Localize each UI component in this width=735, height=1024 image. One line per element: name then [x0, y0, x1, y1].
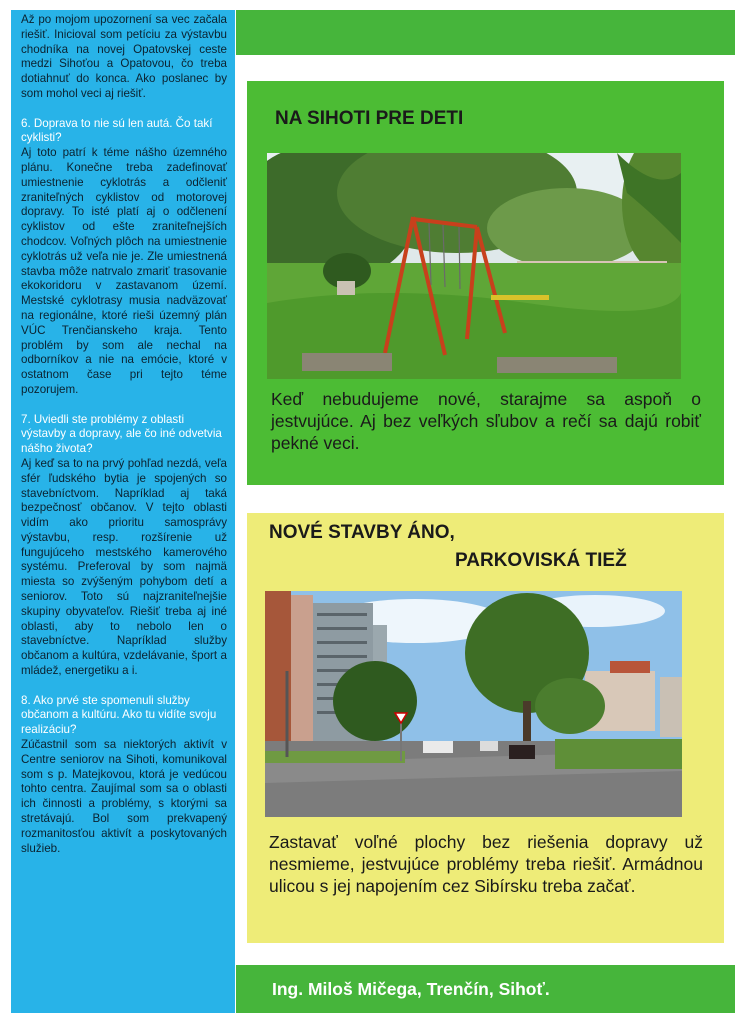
top-green-bar [236, 10, 735, 55]
playground-box [247, 81, 724, 485]
answer-7: Aj keď sa to na prvý pohľad nezdá, veľa sfér ľudského bytia je spojených so stavebníctvom. Napríklad aj taká bezpečnosť občanov. V tejto oblasti vidím ako prioritu samosprávy výstavbu, resp. rozšírenie už fungujúceho mestského kamerového systému. Preferoval by som najmä miesta so zvýšeným pohybom detí a seniorov. Toto sú najzraniteľnejšie skupiny obyvateľov. Riešiť treba aj iné oblasti, aby to nebolo len o stavebníctve. Napríklad služby občanom a kultúra, vzdelávanie, šport a mládež, energetiku a i. [21, 456, 227, 678]
construction-title-line1: NOVÉ STAVBY ÁNO, [269, 522, 455, 543]
street-photo [265, 591, 682, 817]
footer-bar [236, 965, 735, 1013]
answer-6: Aj toto patrí k téme nášho územného plánu. Konečne treba zadefinovať umiestnenie cyklotrás a odčleniť zraniteľných cyklistov od motorovej dopravy. To isté platí aj o odčlenení cyklistov od ešte zraniteľnejších chodcov. Voľných plôch na umiestnenie cyklotrás už veľa nie je. Zle umiestnená stavba môže natrvalo zmariť trasovanie ekokoridoru v zastavanom území. Mestské cyklotrasy musia nadväzovať na regionálne, ktoré rieši územný plán VÚC Trenčianskeho kraja. Tento problém by som ale nechal na odborníkov a nie na emócie, ktoré v ostatnom čase pri tejto téme pozorujem. [21, 146, 227, 396]
answer-8: Zúčastnil som sa niektorých aktivít v Centre seniorov na Sihoti, komunikoval som s p. Matejkovou, ktorá je vedúcou tohto centra. Zaujímal som sa o oblasti ich činnosti a problémy, s ktorými sa stretávajú. Bol som prekvapený rozmanitosťou aktivít a poskytovaných služieb. [21, 738, 227, 855]
question-6: 6. Doprava to nie sú len autá. Čo takí cyklisti? [21, 116, 213, 145]
interview-column [11, 10, 235, 1013]
playground-photo [267, 153, 681, 379]
construction-title-line2: PARKOVISKÁ TIEŽ [455, 550, 627, 571]
construction-box [247, 513, 724, 943]
intro-paragraph: Až po mojom upozornení sa vec začala riešiť. Inicioval som petíciu za výstavbu chodníka na novej Opatovskej ceste medzi Sihoťou a Opatovou, čo treba dotiahnuť do konca. Ako poslanec by som mohol veci aj riešiť. [21, 13, 227, 100]
construction-text: Zastavať voľné plochy bez riešenia dopravy už nesmieme, jestvujúce problémy treba riešiť. Armádnou ulicou s jej napojením cez Sibírsku treba začať. [269, 832, 703, 896]
playground-title: NA SIHOTI PRE DETI [275, 108, 464, 129]
question-8: 8. Ako prvé ste spomenuli služby občanom a kultúru. Ako tu vidíte svoju realizáciu? [21, 693, 217, 737]
playground-text: Keď nebudujeme nové, starajme sa aspoň o jestvujúce. Aj bez veľkých sľubov a rečí sa dajú robiť pekné veci. [271, 389, 701, 453]
question-7: 7. Uviedli ste problémy z oblasti výstavby a dopravy, ale čo iné odvetvia nášho života? [21, 412, 222, 456]
author-signature: Ing. Miloš Mičega, Trenčín, Sihoť. [272, 979, 550, 999]
